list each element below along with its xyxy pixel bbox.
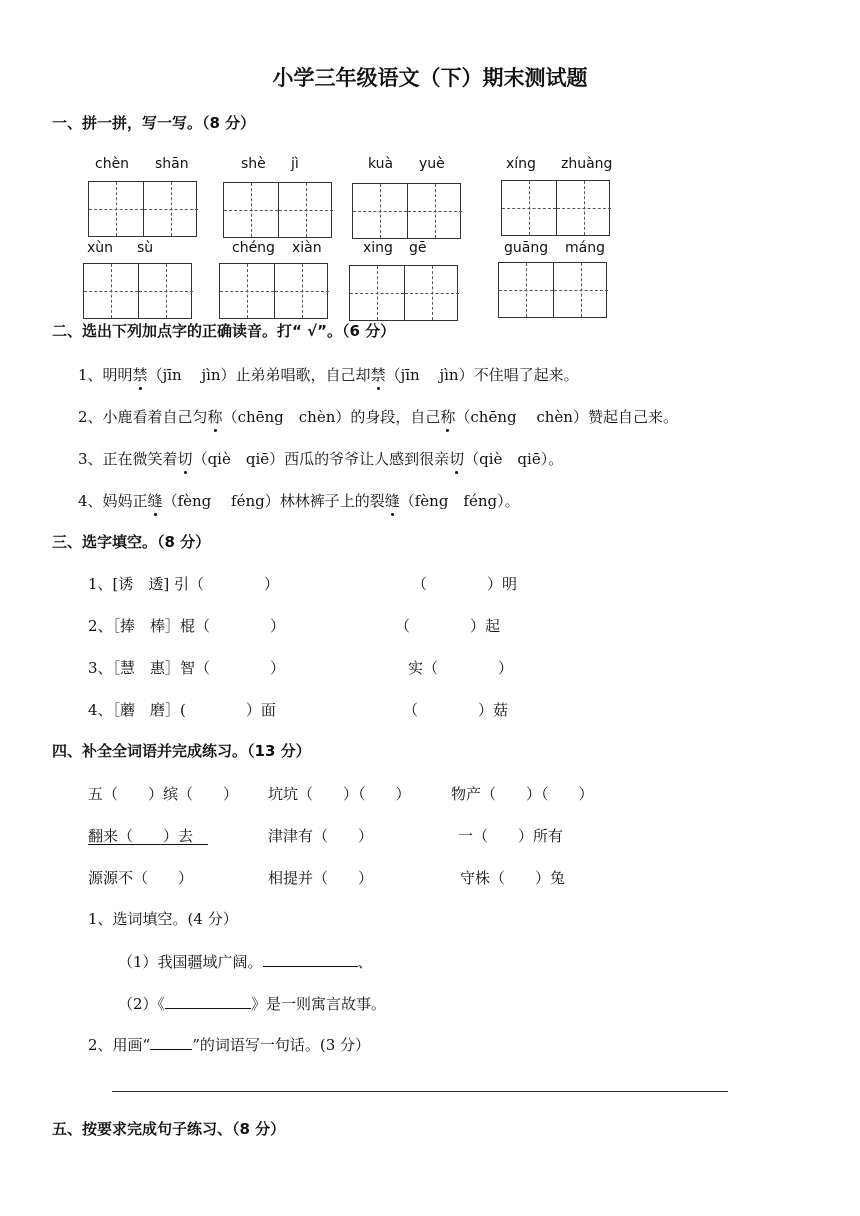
q2-text[interactable]: （chēng chèn）的身段，自己 (222, 408, 441, 426)
pinyin-label: jì (291, 156, 299, 172)
sub-question-2 (88, 1034, 370, 1055)
q2-text: 4、妈妈正 (78, 492, 148, 510)
q4-text: ”的词语写一句话。(3 分） (192, 1036, 371, 1054)
writing-box[interactable] (501, 180, 610, 236)
q2-text[interactable]: （qiè qiē）西瓜的爷爷让人感到很亲 (192, 450, 450, 468)
page-title: 小学三年级语文（下）期末测试题 (272, 66, 588, 90)
writing-box[interactable] (219, 263, 328, 319)
dotted-character: 称 (207, 408, 223, 426)
question-2-item (78, 448, 563, 469)
q2-text: 1、明明 (78, 366, 133, 384)
q4-text: （1）我国疆域广阔。 (118, 953, 263, 971)
pinyin-label: shè (241, 156, 266, 172)
dotted-character: 切 (449, 450, 465, 468)
sub-question-1: 1、选词填空。(4 分） (88, 910, 238, 928)
writing-box[interactable] (352, 183, 461, 239)
q4-text: （2）《 (118, 995, 166, 1013)
q2-text: 3、正在微笑着 (78, 450, 178, 468)
dotted-character: 禁 (370, 366, 386, 384)
idiom-fill[interactable]: 五（ ）缤（ ） (88, 785, 239, 803)
idiom-fill[interactable]: 守株（ ）兔 (460, 869, 566, 887)
pinyin-label: chèn (95, 156, 130, 172)
q2-text[interactable]: （fèng féng）。 (399, 492, 520, 510)
pinyin-label: kuà (368, 156, 394, 172)
writing-box[interactable] (223, 182, 332, 238)
answer-blank[interactable] (263, 952, 358, 967)
question-2-item (78, 406, 678, 427)
idiom-fill[interactable]: 一（ ）所有 (458, 827, 564, 845)
q3-left[interactable]: 2、［捧 棒］棍（ ） (88, 617, 286, 635)
sentence-answer-line[interactable] (112, 1091, 728, 1092)
section-1-heading: 一、拼一拼，写一写。（8 分） (52, 114, 256, 132)
dotted-character: 切 (177, 450, 193, 468)
q2-text[interactable]: （jīn jìn）止弟弟唱歌，自己却 (147, 366, 371, 384)
pinyin-label: yuè (419, 156, 445, 172)
underline-sample (150, 1035, 192, 1050)
q3-right[interactable]: （ ）菇 (403, 701, 509, 719)
writing-box[interactable] (498, 262, 607, 318)
writing-box[interactable] (349, 265, 458, 321)
q4-text: 》是一则寓言故事。 (251, 995, 387, 1013)
q3-left[interactable]: 3、［慧 惠］智（ ） (88, 659, 286, 677)
idiom-fill-underlined[interactable]: 翻来（ ）去 (88, 827, 209, 845)
pinyin-label: zhuàng (561, 156, 613, 172)
pinyin-label: xùn (87, 240, 114, 256)
dotted-character: 禁 (132, 366, 148, 384)
pinyin-label: xíng (506, 156, 536, 172)
pinyin-label: chéng (232, 240, 275, 256)
sub-question-1b (118, 993, 386, 1014)
idiom-fill[interactable]: 坑坑（ ）（ ） (268, 785, 411, 803)
section-2-heading: 二、选出下列加点字的正确读音。打“ √”。（6 分） (52, 322, 396, 340)
section-3-heading: 三、选字填空。（8 分） (52, 533, 211, 551)
pinyin-label: gē (409, 240, 427, 256)
q3-left[interactable]: 4、［蘑 磨］( ）面 (88, 701, 276, 719)
pinyin-label: shān (155, 156, 189, 172)
sub-question-1a (118, 951, 373, 972)
q2-text[interactable]: （chēng chèn）赞起自己来。 (455, 408, 678, 426)
q4-text: 、 (357, 953, 373, 971)
answer-blank[interactable] (165, 994, 251, 1009)
section-5-heading: 五、按要求完成句子练习、（8 分） (52, 1120, 286, 1138)
section-4-heading: 四、补全全词语并完成练习。（13 分） (52, 742, 311, 760)
dotted-character: 称 (440, 408, 456, 426)
q2-text[interactable]: （qiè qiē）。 (464, 450, 564, 468)
writing-box[interactable] (83, 263, 192, 319)
q4-text: 2、用画“ (88, 1036, 151, 1054)
idiom-fill[interactable]: 源源不（ ） (88, 869, 194, 887)
idiom-fill[interactable]: 相提并（ ） (268, 869, 374, 887)
writing-box[interactable] (88, 181, 197, 237)
question-2-item (78, 364, 579, 385)
idiom-fill[interactable]: 物产（ ）（ ） (451, 785, 594, 803)
pinyin-label: guāng (504, 240, 549, 256)
pinyin-label: sù (137, 240, 154, 256)
pinyin-label: xiàn (292, 240, 322, 256)
q2-text[interactable]: （fèng féng）林林裤子上的裂 (162, 492, 385, 510)
q3-right[interactable]: 实（ ） (408, 659, 514, 677)
q2-text: 2、小鹿看着自己匀 (78, 408, 208, 426)
q3-right[interactable]: （ ）起 (395, 617, 501, 635)
dotted-character: 缝 (384, 492, 400, 510)
question-2-item (78, 490, 520, 511)
q3-right[interactable]: （ ）明 (412, 575, 518, 593)
q2-text[interactable]: （jīn jìn）不住唱了起来。 (385, 366, 579, 384)
pinyin-label: máng (565, 240, 605, 256)
dotted-character: 缝 (147, 492, 163, 510)
idiom-fill[interactable]: 津津有（ ） (268, 827, 374, 845)
pinyin-label: xing (363, 240, 393, 256)
q3-left[interactable]: 1、[诱 透] 引（ ） (88, 575, 280, 593)
